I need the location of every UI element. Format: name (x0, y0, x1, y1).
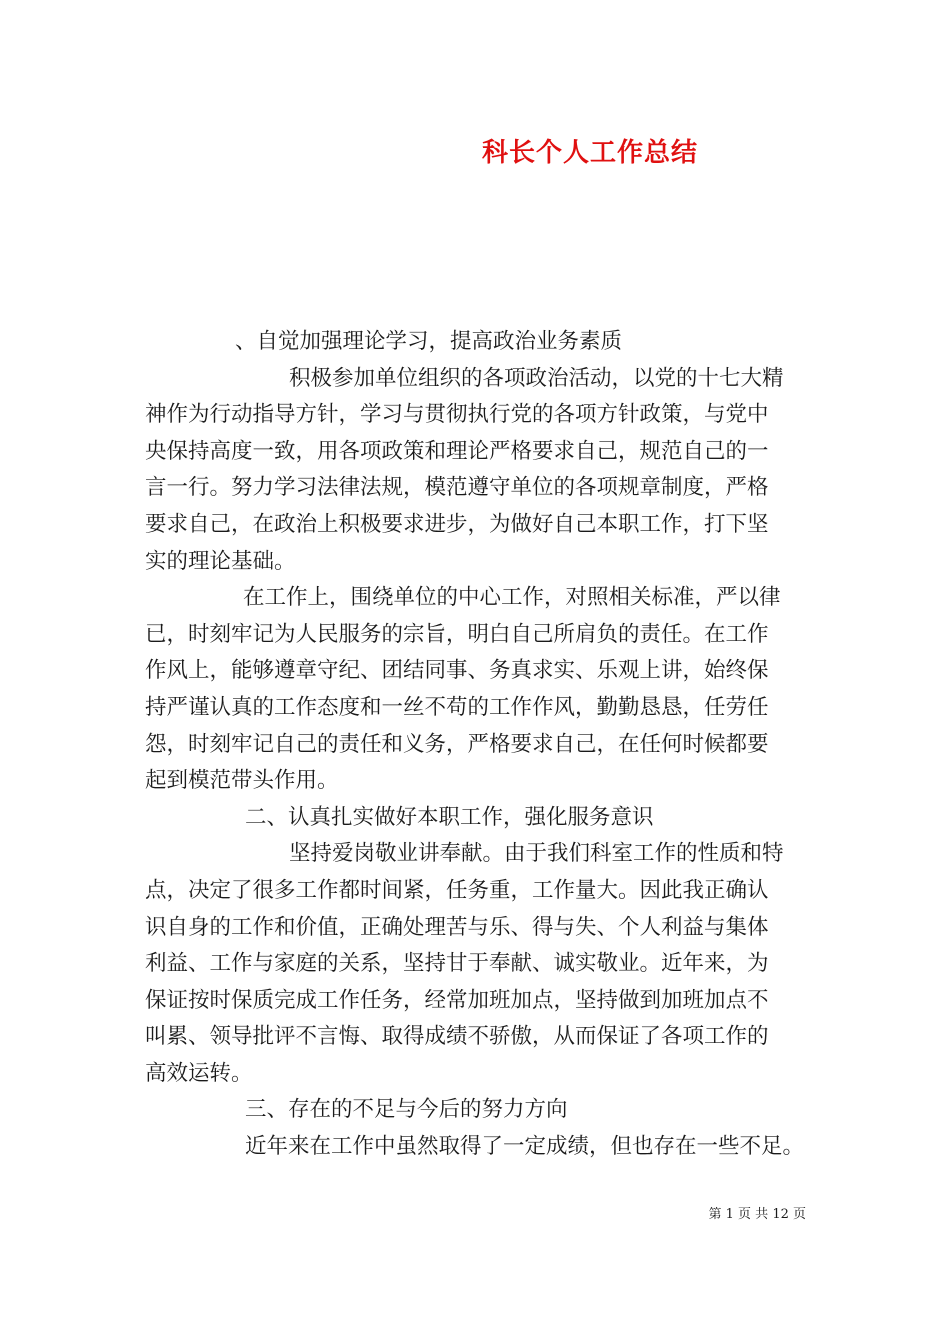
paragraph-line: 持严谨认真的工作态度和一丝不苟的工作作风，勤勤恳恳，任劳任 (145, 694, 769, 720)
paragraph-line: 作风上，能够遵章守纪、团结同事、务真求实、乐观上讲，始终保 (145, 658, 769, 684)
section-heading-1: 、自觉加强理论学习，提高政治业务素质 (235, 329, 623, 354)
paragraph-line: 起到模范带头作用。 (145, 768, 339, 794)
page-footer: 第 1 页 共 12 页 (708, 1207, 806, 1222)
paragraph-line: 已，时刻牢记为人民服务的宗旨，明白自己所肩负的责任。在工作 (145, 621, 769, 647)
paragraph-line: 近年来在工作中虽然取得了一定成绩，但也存在一些不足。 (245, 1134, 805, 1160)
paragraph-line: 高效运转。 (145, 1060, 253, 1086)
section-heading-2: 二、认真扎实做好本职工作，强化服务意识 (245, 804, 654, 830)
paragraph-line: 保证按时保质完成工作任务，经常加班加点，坚持做到加班加点不 (145, 987, 769, 1013)
document-title: 科长个人工作总结 (481, 138, 698, 168)
paragraph-line: 在工作上，围绕单位的中心工作，对照相关标准，严以律 (243, 585, 781, 611)
paragraph-line: 坚持爱岗敬业讲奉献。由于我们科室工作的性质和特 (289, 841, 784, 867)
paragraph-line: 要求自己，在政治上积极要求进步，为做好自己本职工作，打下坚 (145, 511, 769, 537)
paragraph-line: 实的理论基础。 (145, 548, 296, 574)
paragraph-line: 点，决定了很多工作都时间紧，任务重，工作量大。因此我正确认 (145, 877, 769, 903)
paragraph-line: 言一行。努力学习法律法规，模范遵守单位的各项规章制度，严格 (145, 475, 769, 501)
paragraph-line: 央保持高度一致，用各项政策和理论严格要求自己，规范自己的一 (145, 438, 769, 464)
section-heading-3: 三、存在的不足与今后的努力方向 (245, 1097, 568, 1123)
paragraph-line: 神作为行动指导方针，学习与贯彻执行党的各项方针政策，与党中 (145, 402, 769, 428)
paragraph-line: 叫累、领导批评不言悔、取得成绩不骄傲，从而保证了各项工作的 (145, 1024, 769, 1050)
document-body (145, 324, 815, 1166)
paragraph-line: 积极参加单位组织的各项政治活动，以党的十七大精 (289, 365, 784, 391)
paragraph-line: 怨，时刻牢记自己的责任和义务，严格要求自己，在任何时候都要 (145, 731, 769, 757)
paragraph-line: 利益、工作与家庭的关系，坚持甘于奉献、诚实敬业。近年来，为 (145, 951, 769, 977)
paragraph-line: 识自身的工作和价值，正确处理苦与乐、得与失、个人利益与集体 (145, 914, 769, 940)
